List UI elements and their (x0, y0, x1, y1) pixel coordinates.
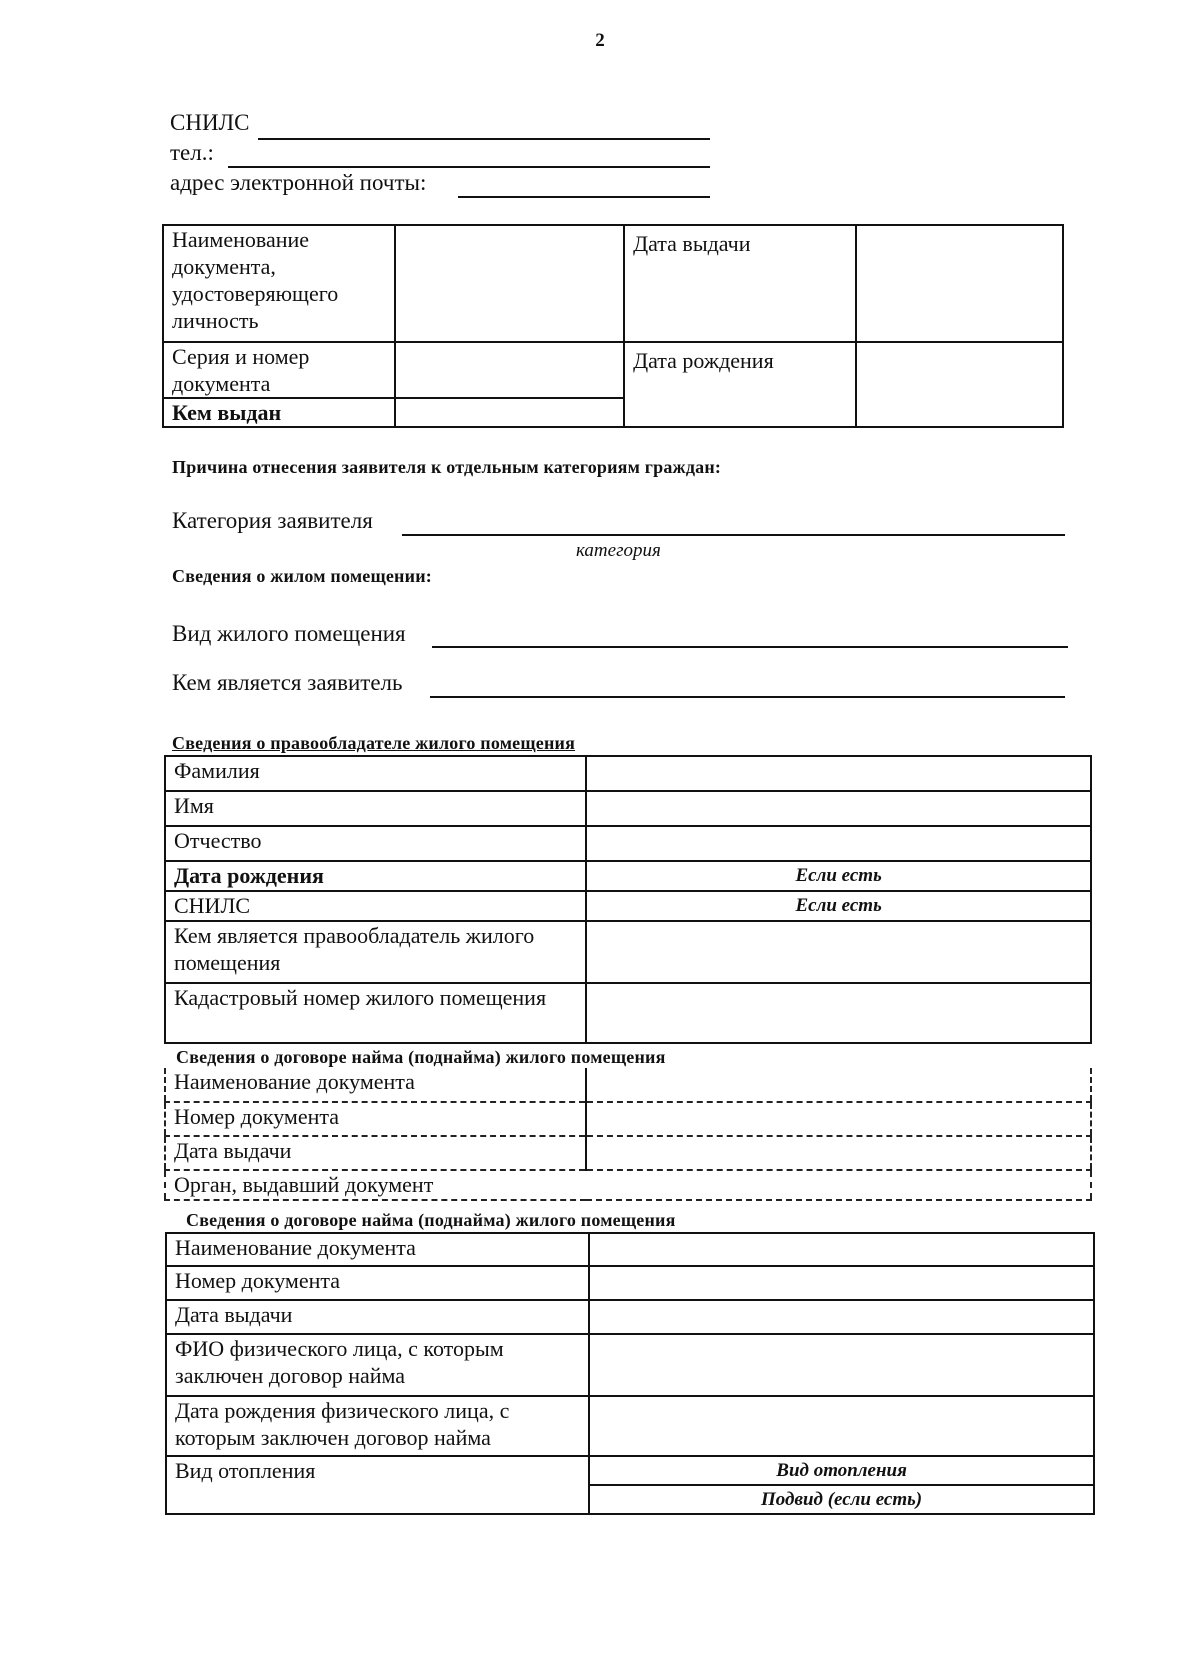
owner-snils-cell[interactable]: Если есть (586, 891, 1091, 921)
lease1-heading: Сведения о договоре найма (поднайма) жилого помещения (176, 1047, 666, 1067)
housing-heading: Сведения о жилом помещении: (172, 566, 432, 586)
lease1-issue-date-label: Дата выдачи (165, 1136, 586, 1170)
phone-field[interactable] (228, 166, 710, 168)
lease1-table (164, 1068, 1092, 1201)
housing-type-label: Вид жилого помещения (172, 621, 406, 646)
issue-date-cell[interactable] (856, 225, 1063, 342)
applicant-role-field[interactable] (430, 696, 1065, 698)
heating-label: Вид отопления (166, 1456, 589, 1514)
lease2-doc-name-label: Наименование документа (166, 1233, 589, 1266)
lease2-issue-date-label: Дата выдачи (166, 1300, 589, 1334)
owner-lastname-label: Фамилия (165, 756, 586, 791)
lease1-issue-date-cell[interactable] (586, 1136, 1091, 1170)
page-number: 2 (595, 30, 605, 51)
issued-by-cell[interactable] (395, 398, 624, 427)
lease2-issue-date-cell[interactable] (589, 1300, 1094, 1334)
lease1-authority-cell[interactable] (586, 1170, 1091, 1200)
issued-by-label: Кем выдан (163, 398, 395, 427)
tenant-name-label: ФИО физического лица, с которым заключен договор найма (166, 1334, 589, 1396)
category-hint: категория (576, 540, 661, 561)
category-heading: Причина отнесения заявителя к отдельным категориям граждан: (172, 457, 722, 477)
owner-birthdate-cell[interactable]: Если есть (586, 861, 1091, 891)
series-cell[interactable] (395, 342, 624, 398)
owner-role-label: Кем является правообладатель жилого помещения (165, 921, 586, 983)
snils-label: СНИЛС (170, 110, 250, 135)
tenant-name-cell[interactable] (589, 1334, 1094, 1396)
owner-heading: Сведения о правообладателе жилого помещения (172, 733, 576, 753)
owner-patronymic-label: Отчество (165, 826, 586, 861)
lease2-doc-name-cell[interactable] (589, 1233, 1094, 1266)
id-document-table (162, 224, 1064, 428)
lease1-doc-name-label: Наименование документа (165, 1068, 586, 1102)
email-field[interactable] (458, 196, 710, 198)
lease1-authority-label: Орган, выдавший документ (165, 1170, 586, 1200)
birth-date-label: Дата рождения (624, 342, 856, 427)
lease2-doc-number-label: Номер документа (166, 1266, 589, 1300)
lease2-doc-number-cell[interactable] (589, 1266, 1094, 1300)
owner-firstname-label: Имя (165, 791, 586, 826)
owner-firstname-cell[interactable] (586, 791, 1091, 826)
owner-role-cell[interactable] (586, 921, 1091, 983)
cadastral-number-label: Кадастровый номер жилого помещения (165, 983, 586, 1043)
owner-snils-label: СНИЛС (165, 891, 586, 921)
issue-date-label: Дата выдачи (624, 225, 856, 342)
owner-table (164, 755, 1092, 1044)
doc-name-cell[interactable] (395, 225, 624, 342)
phone-label: тел.: (170, 140, 214, 165)
heating-subtype-cell[interactable]: Подвид (если есть) (589, 1485, 1094, 1514)
lease1-doc-number-label: Номер документа (165, 1102, 586, 1136)
housing-type-field[interactable] (432, 646, 1068, 648)
heating-type-cell[interactable]: Вид отопления (589, 1456, 1094, 1485)
tenant-birthdate-label: Дата рождения физического лица, с которым заключен договор найма (166, 1396, 589, 1456)
birth-date-cell[interactable] (856, 342, 1063, 427)
owner-birthdate-label: Дата рождения (165, 861, 586, 891)
lease1-doc-number-cell[interactable] (586, 1102, 1091, 1136)
lease2-table (165, 1232, 1095, 1515)
email-label: адрес электронной почты: (170, 170, 427, 195)
category-field[interactable] (402, 534, 1065, 536)
doc-name-label: Наименование документа, удостоверяющего личность (163, 225, 395, 342)
lease1-doc-name-cell[interactable] (586, 1068, 1091, 1102)
snils-field[interactable] (258, 138, 710, 140)
cadastral-number-cell[interactable] (586, 983, 1091, 1043)
owner-lastname-cell[interactable] (586, 756, 1091, 791)
tenant-birthdate-cell[interactable] (589, 1396, 1094, 1456)
applicant-role-label: Кем является заявитель (172, 670, 403, 695)
owner-patronymic-cell[interactable] (586, 826, 1091, 861)
category-label: Категория заявителя (172, 508, 373, 533)
lease2-heading: Сведения о договоре найма (поднайма) жилого помещения (186, 1210, 676, 1230)
series-label: Серия и номер документа (163, 342, 395, 398)
